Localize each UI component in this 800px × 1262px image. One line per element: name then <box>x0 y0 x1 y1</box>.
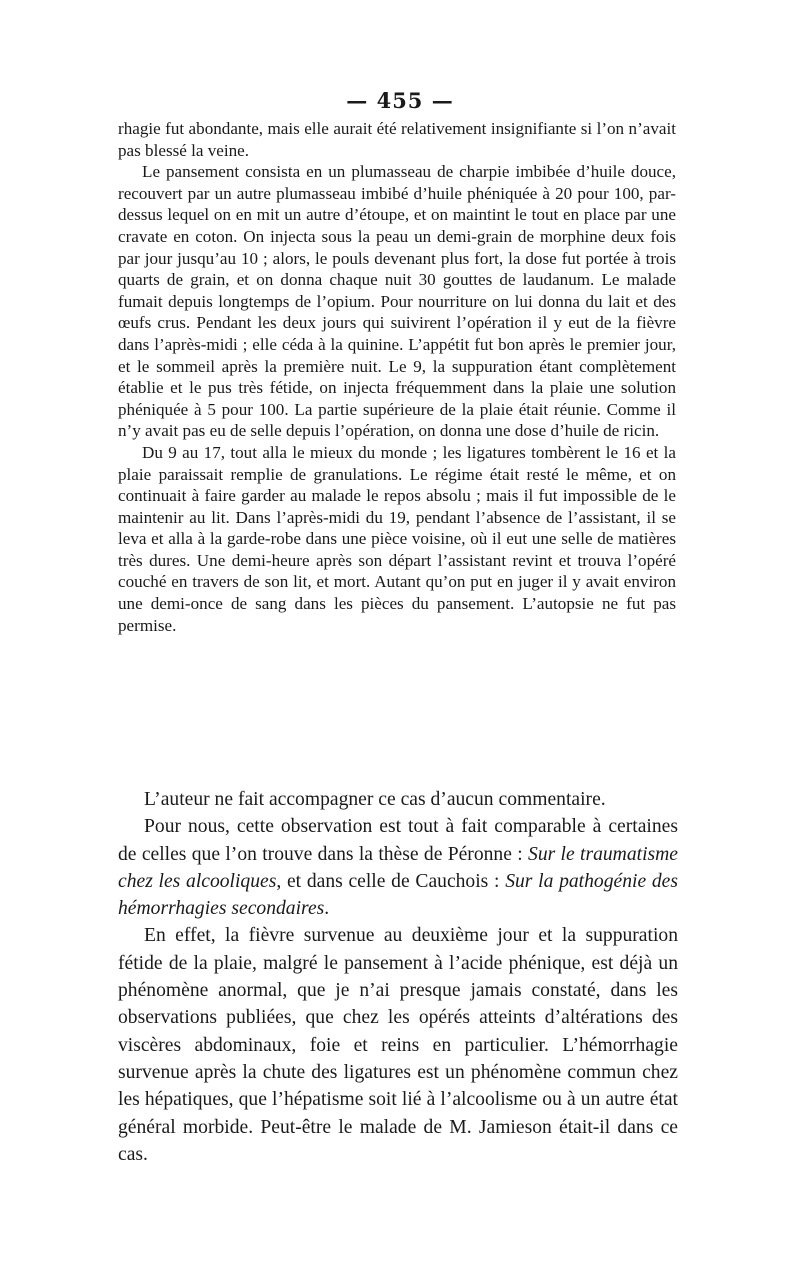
paragraph-dressing: Le pansement consista en un plumasseau de charpie imbibée d’huile douce, recouvert par un autre plumasseau imbibé d’huile phéniquée à 20 pour 100, par-dessus lequel on en mit un autre d’étoupe, et on maintint le tout en place par une cravate en coton. On injecta sous la peau un demi-grain de morphine deux fois par jour jusqu’au 10 ; alors, le pouls devenant plus fort, la dose fut portée à trois quarts de grain, et on donna chaque nuit 30 gouttes de laudanum. Le malade fumait depuis longtemps de l’opium. Pour nourriture on lui donna du lait et des œufs crus. Pendant les deux jours qui suivirent l’opération il y eut de la fièvre dans l’après-midi ; elle céda à la quinine. L’appétit fut bon après le premier jour, et le sommeil après la première nuit. Le 9, la suppuration étant complètement établie et le pus très fétide, on injecta fréquemment dans la plaie une solution phéniquée à 5 pour 100. La partie supérieure de la plaie était réunie. Comme il n’y avait pas eu de selle depuis l’opération, on donna une dose d’huile de ricin. <box>118 162 676 441</box>
paragraph-continuation: rhagie fut abondante, mais elle aurait été relativement insignifiante si l’on n’avait pas blessé la veine. <box>118 119 676 160</box>
comparison-text-end: . <box>324 898 330 920</box>
comparison-text-middle: , et dans celle de Cauchois : <box>276 870 506 892</box>
paragraph-outcome: Du 9 au 17, tout alla le mieux du monde ; les ligatures tombèrent le 16 et la plaie paraissait remplie de granulations. Le régime était resté le même, et on continuait à faire garder au malade le repos absolu ; mais il fut impossible de le maintenir au lit. Dans l’après-midi du 19, pendant l’absence de l’assistant, il se leva et alla à la garde-robe dans une pièce voisine, où il eut une selle de matières très dures. Une demi-heure après son départ l’assistant revint et trouva l’opéré couché en travers de son lit, et mort. Autant qu’on put en juger il y avait environ une demi-once de sang dans les pièces du pansement. L’autopsie ne fut pas permise. <box>118 442 676 635</box>
case-report-text <box>118 118 676 636</box>
thesis-title-peronne: Sur le traumatisme chez les alcooliques <box>118 843 678 892</box>
comparison-text-start: Pour nous, cette observation est tout à fait comparable à certaines de celles que l’on trouve dans la thèse de Péronne : <box>118 816 678 865</box>
paragraph-comparison <box>118 813 678 922</box>
commentary-text <box>118 786 678 1168</box>
paragraph-author-note: L’auteur ne fait accompagner ce cas d’aucun commentaire. <box>144 789 606 810</box>
thesis-title-cauchois: Sur la pathogénie des hémorrhagies secondaires <box>118 870 678 920</box>
paragraph-analysis: En effet, la fièvre survenue au deuxième jour et la suppuration fétide de la plaie, malgré le pansement à l’acide phénique, est déjà un phénomène anormal, que je n’ai presque jamais constaté, dans les observations publiées, que chez les opérés atteints d’altérations des viscères abdominaux, foie et reins en particulier. L’hémorrhagie survenue après la chute des ligatures est un phénomène commun chez les hépatiques, que l’hépatisme soit lié à l’alcoolisme ou à un autre état général morbide. Peut-être le malade de M. Jamieson était-il dans ce cas. <box>118 925 678 1165</box>
page-number: — 455 — <box>346 88 454 113</box>
